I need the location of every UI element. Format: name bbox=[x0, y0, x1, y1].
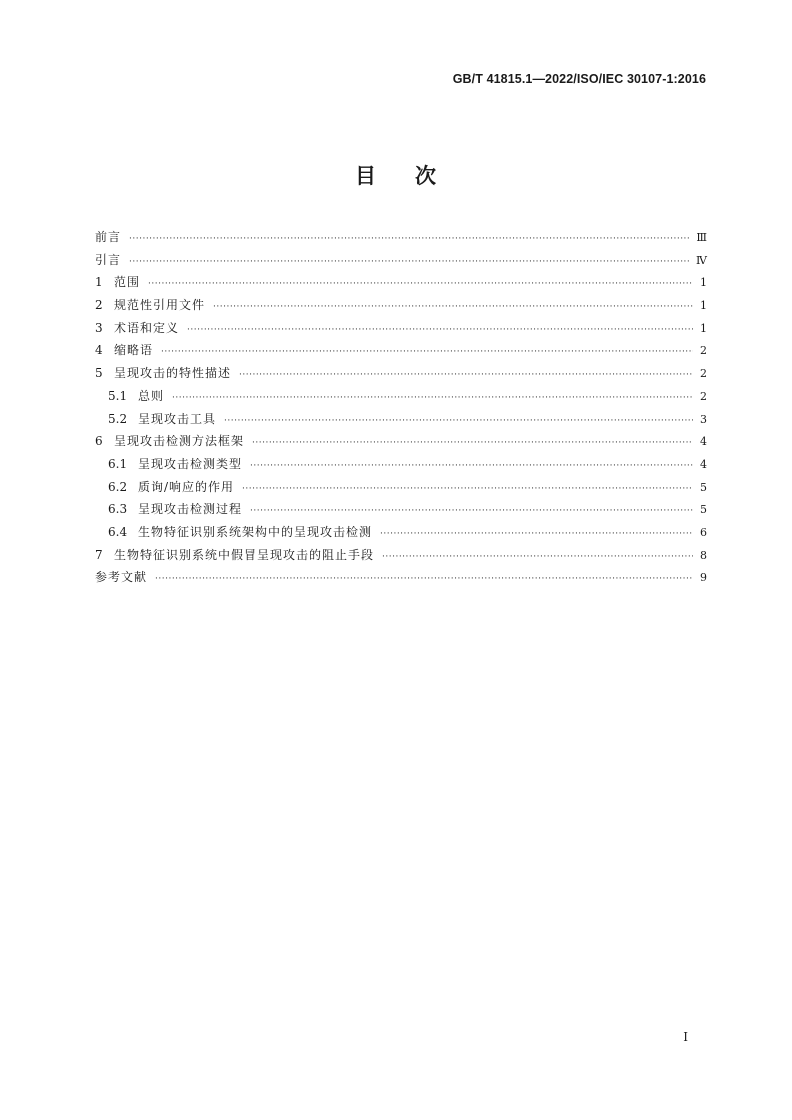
toc-entry-number: 6.4 bbox=[108, 524, 128, 539]
toc-entry-page: Ⅲ bbox=[696, 231, 707, 244]
toc-entry-label: 术语和定义 bbox=[114, 320, 180, 335]
toc-entry[interactable] bbox=[95, 249, 707, 272]
toc-entry-number: 6.1 bbox=[108, 456, 128, 471]
toc-leader-dots bbox=[252, 432, 693, 455]
toc-entry-label: 缩略语 bbox=[114, 343, 154, 358]
toc-title-part2: 次 bbox=[415, 164, 437, 188]
toc-entry-number: 6 bbox=[95, 434, 103, 449]
toc-entry[interactable] bbox=[95, 544, 707, 567]
toc-leader-dots bbox=[161, 341, 693, 364]
toc-entry-label: 生物特征识别系统架构中的呈现攻击检测 bbox=[138, 524, 373, 539]
toc-entry-label: 规范性引用文件 bbox=[114, 298, 206, 313]
toc-title bbox=[0, 160, 792, 190]
toc-leader-dots bbox=[148, 273, 693, 296]
toc-entry-page: 2 bbox=[700, 344, 707, 358]
toc-leader-dots bbox=[129, 228, 690, 251]
toc-entry[interactable] bbox=[95, 430, 707, 453]
toc-leader-dots bbox=[172, 387, 693, 410]
toc-leader-dots bbox=[224, 410, 693, 433]
toc-leader-dots bbox=[213, 296, 693, 319]
toc-entry-page: 1 bbox=[700, 321, 707, 335]
toc-entry-label: 呈现攻击工具 bbox=[138, 411, 217, 426]
toc-entry-page: 5 bbox=[700, 503, 707, 517]
toc-entry-page: 3 bbox=[700, 412, 707, 426]
toc-entry[interactable] bbox=[95, 362, 707, 385]
toc-entry-label: 质询/响应的作用 bbox=[138, 479, 235, 494]
toc-entry-number: 5 bbox=[95, 366, 103, 381]
toc-entry-page: 8 bbox=[700, 548, 707, 562]
toc-entry[interactable] bbox=[95, 521, 707, 544]
toc-leader-dots bbox=[382, 546, 693, 569]
toc-entry-label: 范围 bbox=[114, 275, 141, 290]
toc-entry[interactable] bbox=[95, 453, 707, 476]
standard-number-header: GB/T 41815.1—2022/ISO/IEC 30107-1:2016 bbox=[452, 72, 706, 86]
toc-entry-number: 6.3 bbox=[108, 502, 128, 517]
toc-entry[interactable] bbox=[95, 498, 707, 521]
toc-title-part1: 目 bbox=[355, 164, 377, 188]
toc-leader-dots bbox=[129, 251, 690, 274]
toc-entry-label: 生物特征识别系统中假冒呈现攻击的阻止手段 bbox=[114, 547, 375, 562]
toc-entry-page: 6 bbox=[700, 525, 707, 539]
toc-entry[interactable] bbox=[95, 294, 707, 317]
toc-entry-number: 4 bbox=[95, 343, 103, 358]
toc-entry-label: 呈现攻击检测过程 bbox=[138, 502, 243, 517]
toc-entry-page: 1 bbox=[700, 299, 707, 313]
toc-entry-number: 7 bbox=[95, 547, 103, 562]
toc-entry[interactable] bbox=[95, 566, 707, 589]
toc-entry-page: 2 bbox=[700, 367, 707, 381]
toc-entry-label: 引言 bbox=[95, 252, 122, 267]
toc-entry-label: 呈现攻击的特性描述 bbox=[114, 366, 232, 381]
toc-entry-page: 4 bbox=[700, 457, 707, 471]
toc-entry-label: 参考文献 bbox=[95, 570, 148, 585]
toc-leader-dots bbox=[239, 364, 693, 387]
toc-entry-label: 总则 bbox=[138, 388, 165, 403]
toc-entry-number: 6.2 bbox=[108, 479, 128, 494]
toc-list bbox=[95, 226, 707, 589]
toc-entry[interactable] bbox=[95, 339, 707, 362]
toc-entry-page: Ⅳ bbox=[696, 253, 707, 267]
toc-entry-page: 4 bbox=[700, 435, 707, 449]
toc-entry[interactable] bbox=[95, 408, 707, 431]
toc-entry[interactable] bbox=[95, 385, 707, 408]
toc-entry-number: 2 bbox=[95, 298, 103, 313]
toc-entry-label: 呈现攻击检测方法框架 bbox=[114, 434, 245, 449]
toc-entry-label: 呈现攻击检测类型 bbox=[138, 456, 243, 471]
toc-entry[interactable] bbox=[95, 271, 707, 294]
toc-entry-page: 2 bbox=[700, 389, 707, 403]
toc-entry[interactable] bbox=[95, 226, 707, 249]
toc-leader-dots bbox=[250, 455, 693, 478]
toc-leader-dots bbox=[155, 568, 693, 591]
toc-entry-number: 5.2 bbox=[108, 411, 128, 426]
toc-entry[interactable] bbox=[95, 317, 707, 340]
toc-entry-label: 前言 bbox=[95, 230, 122, 244]
toc-leader-dots bbox=[380, 523, 693, 546]
page-number: I bbox=[683, 1030, 688, 1044]
toc-entry-page: 9 bbox=[700, 571, 707, 585]
toc-entry-page: 1 bbox=[700, 276, 707, 290]
toc-entry-number: 1 bbox=[95, 275, 103, 290]
toc-leader-dots bbox=[187, 319, 693, 342]
toc-entry-number: 5.1 bbox=[108, 388, 128, 403]
toc-leader-dots bbox=[250, 500, 693, 523]
toc-entry[interactable] bbox=[95, 476, 707, 499]
toc-leader-dots bbox=[242, 478, 693, 501]
toc-entry-page: 5 bbox=[700, 480, 707, 494]
toc-entry-number: 3 bbox=[95, 320, 103, 335]
